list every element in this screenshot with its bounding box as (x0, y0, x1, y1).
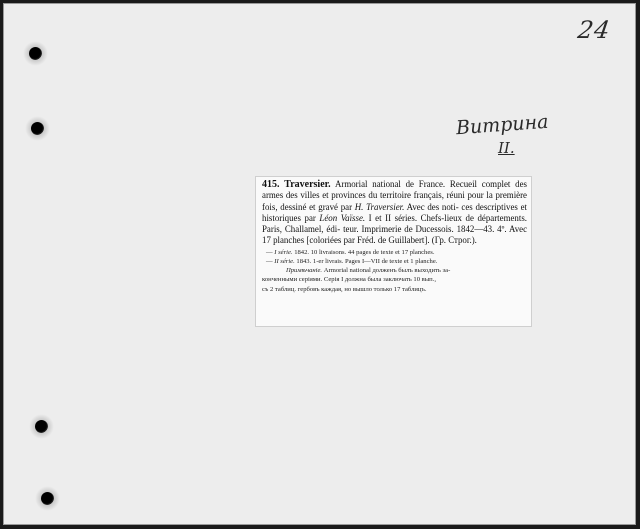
punch-hole (31, 122, 44, 135)
entry-notes (262, 248, 527, 294)
handwritten-page-number: 24 (576, 16, 613, 44)
punch-hole (35, 420, 48, 433)
handwritten-location-numeral: II. (498, 139, 515, 157)
entry-number: 415. (262, 179, 280, 190)
printed-entry-slip (255, 176, 532, 327)
engraver-name: H. Traversier. (354, 201, 405, 212)
entry-main-text (262, 179, 527, 247)
catalog-card (3, 3, 636, 525)
author-name: Léon Vaïsse. (319, 212, 366, 223)
entry-line: teur. Imprimerie de Ducessois. 1842—43. 4º. Avec 17 (262, 224, 528, 246)
remark-note: Примѣчаніе. Armorial national долженъ былъ выходить за- (286, 267, 451, 275)
remark-line: конченными серіями. Серія I должна была заключать 10 вып., (262, 276, 437, 284)
remark-line: съ 2 таблиц. гербовъ каждая, но вышло только 17 таблицъ. (262, 285, 427, 293)
entry-line: planches [coloriées par Fréd. de Guillabert]. (Гр. Строг.). (273, 235, 477, 246)
series-note: — I série. 1842. 10 livraisons. 44 pages de texte et 17 planches. (266, 248, 435, 256)
entry-line: du territoire français, réuni pour la première fois, (262, 190, 527, 212)
entry-line: ces descriptives et historiques par Léon Vaïsse. I et II (262, 201, 528, 223)
entry-line: dessiné et gravé par H. Traversier. Avec des noti- (280, 201, 459, 212)
series-note: — II série. 1843. 1-er livrais. Pages I—VII de texte et 1 planche. (266, 257, 438, 265)
entry-line: séries. Chefs-lieux de départements. Paris, Challamel, édi- (262, 212, 528, 235)
entry-author: Traversier. (284, 179, 331, 190)
remark-label: Примѣчаніе. (286, 267, 323, 275)
punch-hole (29, 47, 42, 60)
entry-line: Recueil complet des armes des villes et provinces (262, 179, 527, 201)
handwritten-location-word: Витрина (455, 110, 550, 140)
entry-line: Armorial national de France. (334, 179, 446, 189)
punch-hole (41, 492, 54, 505)
